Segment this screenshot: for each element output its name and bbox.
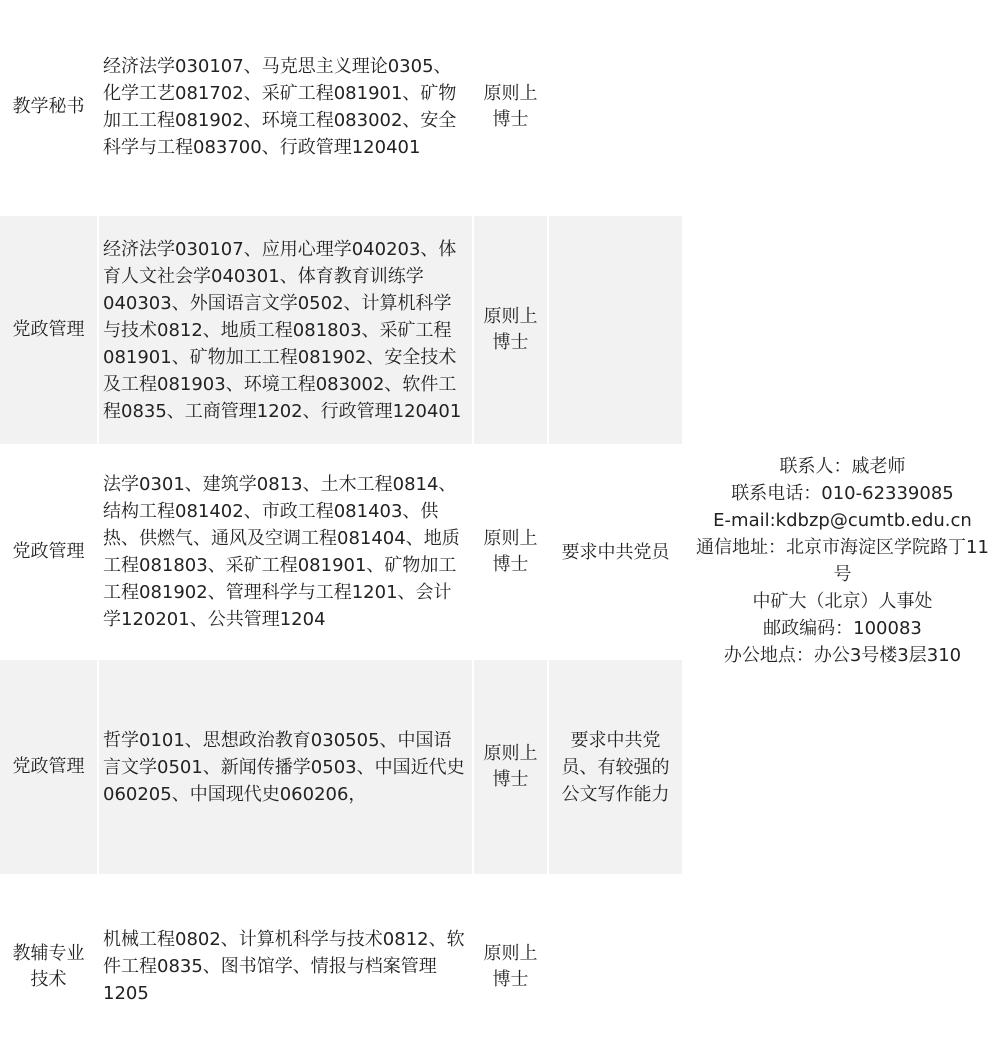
position-cell xyxy=(0,660,97,874)
degree-text: 原则上博士 xyxy=(483,83,538,130)
degree-text: 原则上博士 xyxy=(483,942,538,990)
degree-text: 原则上博士 xyxy=(483,743,538,790)
note-cell xyxy=(549,446,682,658)
degree-cell xyxy=(474,876,547,1057)
majors-cell xyxy=(99,216,472,444)
degree-cell xyxy=(474,216,547,444)
degree-text: 原则上博士 xyxy=(483,528,538,575)
majors-cell xyxy=(99,0,472,214)
position-cell xyxy=(0,0,97,214)
contact-email: E-mail:kdbzp@cumtb.edu.cn xyxy=(713,510,972,531)
note-text: 要求中共党员、有较强的公文写作能力 xyxy=(561,729,670,805)
note-cell xyxy=(549,660,682,874)
contact-phone: 联系电话：010-62339085 xyxy=(731,483,954,504)
majors-cell xyxy=(99,446,472,658)
degree-text: 原则上博士 xyxy=(483,306,538,353)
majors-text: 法学0301、建筑学0813、土木工程0814、结构工程081402、市政工程081403、供热、供燃气、通风及空调工程081404、地质工程081803、采矿工程081901、矿物加工工程081902、管理科学与工程1201、会计学120201、公共管理1204 xyxy=(103,474,460,630)
majors-text: 经济法学030107、马克思主义理论0305、化学工艺081702、采矿工程081901、矿物加工工程081902、环境工程083002、安全科学与工程083700、行政管理120401 xyxy=(103,56,457,158)
position-label: 教学秘书 xyxy=(12,96,85,117)
contact-address: 通信地址：北京市海淀区学院路丁11号 xyxy=(696,537,989,585)
degree-cell xyxy=(474,660,547,874)
position-cell xyxy=(0,876,97,1057)
majors-text: 机械工程0802、计算机科学与技术0812、软件工程0835、图书馆学、情报与档案管理1205 xyxy=(103,929,465,1004)
position-cell xyxy=(0,446,97,658)
note-cell xyxy=(549,0,682,214)
degree-cell xyxy=(474,0,547,214)
position-label: 党政管理 xyxy=(12,756,85,777)
degree-cell xyxy=(474,446,547,658)
contact-info xyxy=(690,453,995,669)
majors-cell xyxy=(99,660,472,874)
note-text: 要求中共党员 xyxy=(561,541,670,563)
position-label: 教辅专业技术 xyxy=(12,942,85,990)
contact-org: 中矿大（北京）人事处 xyxy=(752,591,933,612)
position-label: 党政管理 xyxy=(12,541,85,562)
majors-text: 哲学0101、思想政治教育030505、中国语言文学0501、新闻传播学0503、中国近代史060205、中国现代史060206， xyxy=(103,729,465,805)
contact-office: 办公地点：办公3号楼3层310 xyxy=(723,645,962,666)
position-label: 党政管理 xyxy=(12,319,85,340)
note-cell xyxy=(549,216,682,444)
contact-person: 联系人：戚老师 xyxy=(779,456,906,477)
note-cell xyxy=(549,876,682,1057)
position-cell xyxy=(0,216,97,444)
majors-cell xyxy=(99,876,472,1057)
contact-postcode: 邮政编码：100083 xyxy=(763,618,922,639)
majors-text: 经济法学030107、应用心理学040203、体育人文社会学040301、体育教育训练学040303、外国语言文学0502、计算机科学与技术0812、地质工程081803、采矿工程081901、矿物加工工程081902、安全技术及工程081903、环境工程083002、软件工程0835、工商管理1202、行政管理120401 xyxy=(103,238,462,422)
